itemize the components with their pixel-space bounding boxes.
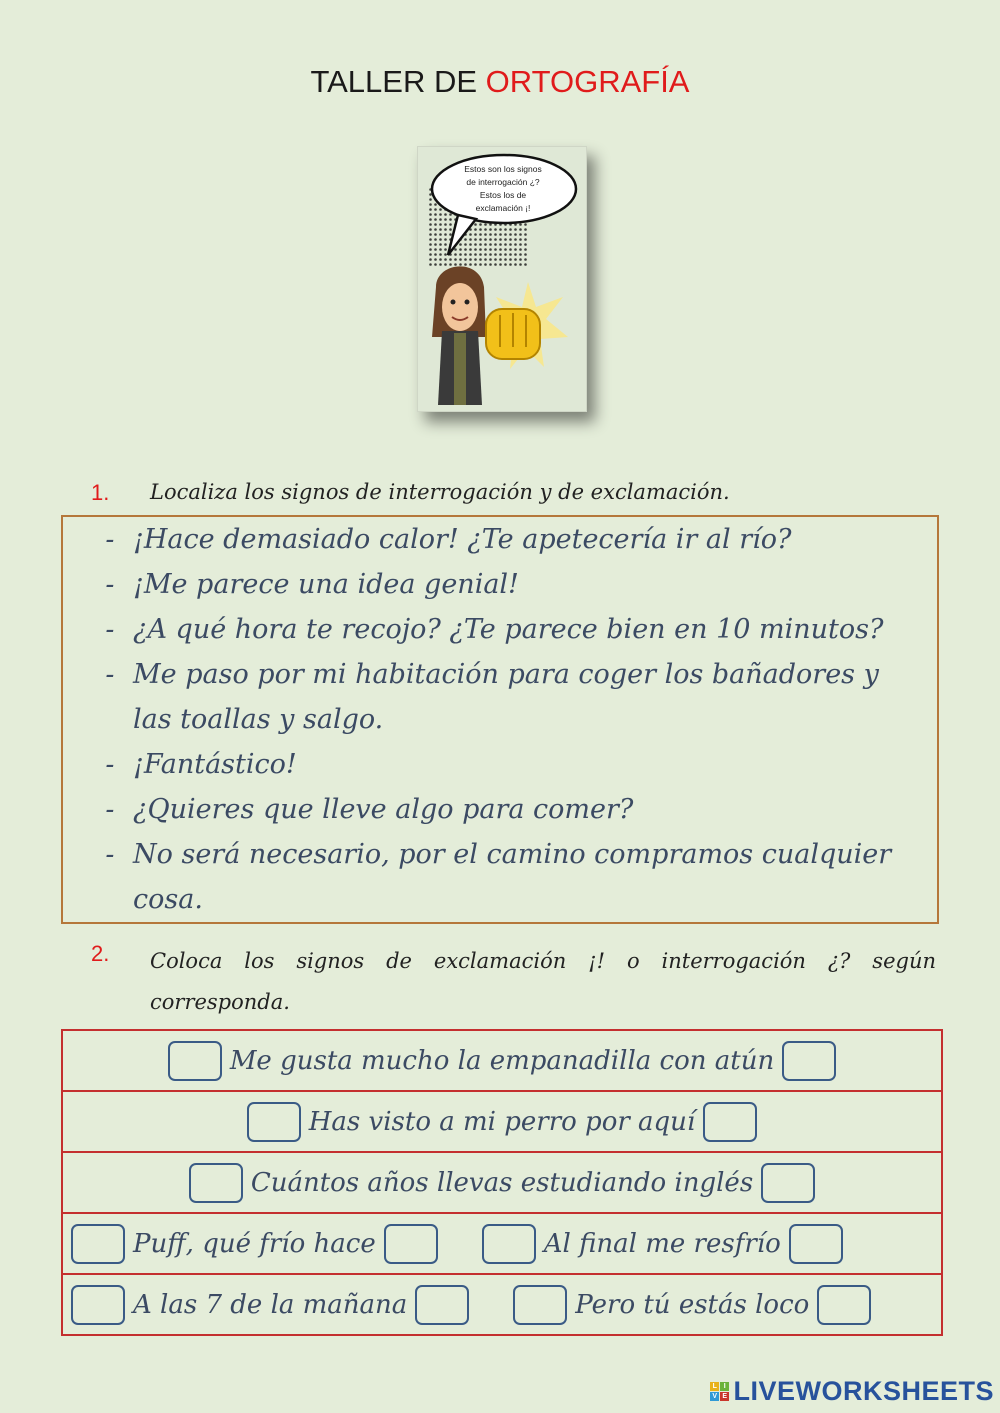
exercise-2-instruction: Coloca los signos de exclamación ¡! o interrogación ¿? según corresponda. xyxy=(150,949,936,1014)
punctuation-table xyxy=(61,1029,943,1336)
opening-sign-input[interactable] xyxy=(513,1285,567,1325)
closing-sign-input[interactable] xyxy=(384,1224,438,1264)
table-row xyxy=(63,1092,941,1153)
closing-sign-input[interactable] xyxy=(761,1163,815,1203)
liveworksheets-logo-icon: L I V E xyxy=(712,1383,728,1400)
dialog-line[interactable]: - ¿A qué hora te recojo? ¿Te parece bien en 10 minutos? xyxy=(105,614,884,645)
illustration-card xyxy=(417,146,587,412)
dialog-line[interactable]: - ¡Fantástico! xyxy=(105,749,297,780)
exercise-1-number: 1. xyxy=(91,480,110,505)
sentence-text: Has visto a mi perro por aquí xyxy=(308,1106,696,1137)
dialog-line[interactable]: - ¡Hace demasiado calor! ¿Te apetecería ir al río? xyxy=(105,524,792,555)
opening-sign-input[interactable] xyxy=(71,1285,125,1325)
title-prefix: TALLER DE xyxy=(310,64,478,99)
sentence-text: Puff, qué frío hace xyxy=(133,1228,376,1259)
opening-sign-input[interactable] xyxy=(482,1224,536,1264)
dialog-list xyxy=(63,517,937,922)
dialog-line[interactable]: - No será necesario, por el camino compramos cualquier cosa. xyxy=(105,839,892,915)
table-row xyxy=(63,1275,941,1336)
exercise-1-instruction: Localiza los signos de interrogación y de exclamación. xyxy=(150,480,730,504)
opening-sign-input[interactable] xyxy=(168,1041,222,1081)
speech-bubble-text: Estos son los signos de interrogación ¿? Estos los de exclamación ¡! xyxy=(464,164,542,213)
closing-sign-input[interactable] xyxy=(789,1224,843,1264)
sentence-text: Al final me resfrío xyxy=(543,1228,781,1259)
closing-sign-input[interactable] xyxy=(817,1285,871,1325)
opening-sign-input[interactable] xyxy=(189,1163,243,1203)
sentence-text: A las 7 de la mañana xyxy=(133,1289,408,1320)
page-title xyxy=(0,64,1000,100)
table-row xyxy=(63,1031,941,1092)
closing-sign-input[interactable] xyxy=(703,1102,757,1142)
dialog-line[interactable]: - Me paso por mi habitación para coger los bañadores y las toallas y salgo. xyxy=(105,659,879,735)
dialog-box xyxy=(61,515,939,924)
opening-sign-input[interactable] xyxy=(71,1224,125,1264)
title-accent: ORTOGRAFÍA xyxy=(485,64,690,99)
sentence-text: Pero tú estás loco xyxy=(575,1289,810,1320)
closing-sign-input[interactable] xyxy=(415,1285,469,1325)
liveworksheets-brand xyxy=(710,1376,994,1407)
table-row xyxy=(63,1214,941,1275)
dialog-line[interactable]: - ¿Quieres que lleve algo para comer? xyxy=(105,794,634,825)
sentence-text: Cuántos años llevas estudiando inglés xyxy=(250,1167,754,1198)
table-row xyxy=(63,1153,941,1214)
exercise-2-number: 2. xyxy=(91,941,110,966)
brand-name: LIVEWORKSHEETS xyxy=(733,1376,994,1406)
sentence-text: Me gusta mucho la empanadilla con atún xyxy=(229,1045,775,1076)
fist-icon xyxy=(486,309,540,359)
opening-sign-input[interactable] xyxy=(247,1102,301,1142)
closing-sign-input[interactable] xyxy=(782,1041,836,1081)
dialog-line[interactable]: - ¡Me parece una idea genial! xyxy=(105,569,519,600)
